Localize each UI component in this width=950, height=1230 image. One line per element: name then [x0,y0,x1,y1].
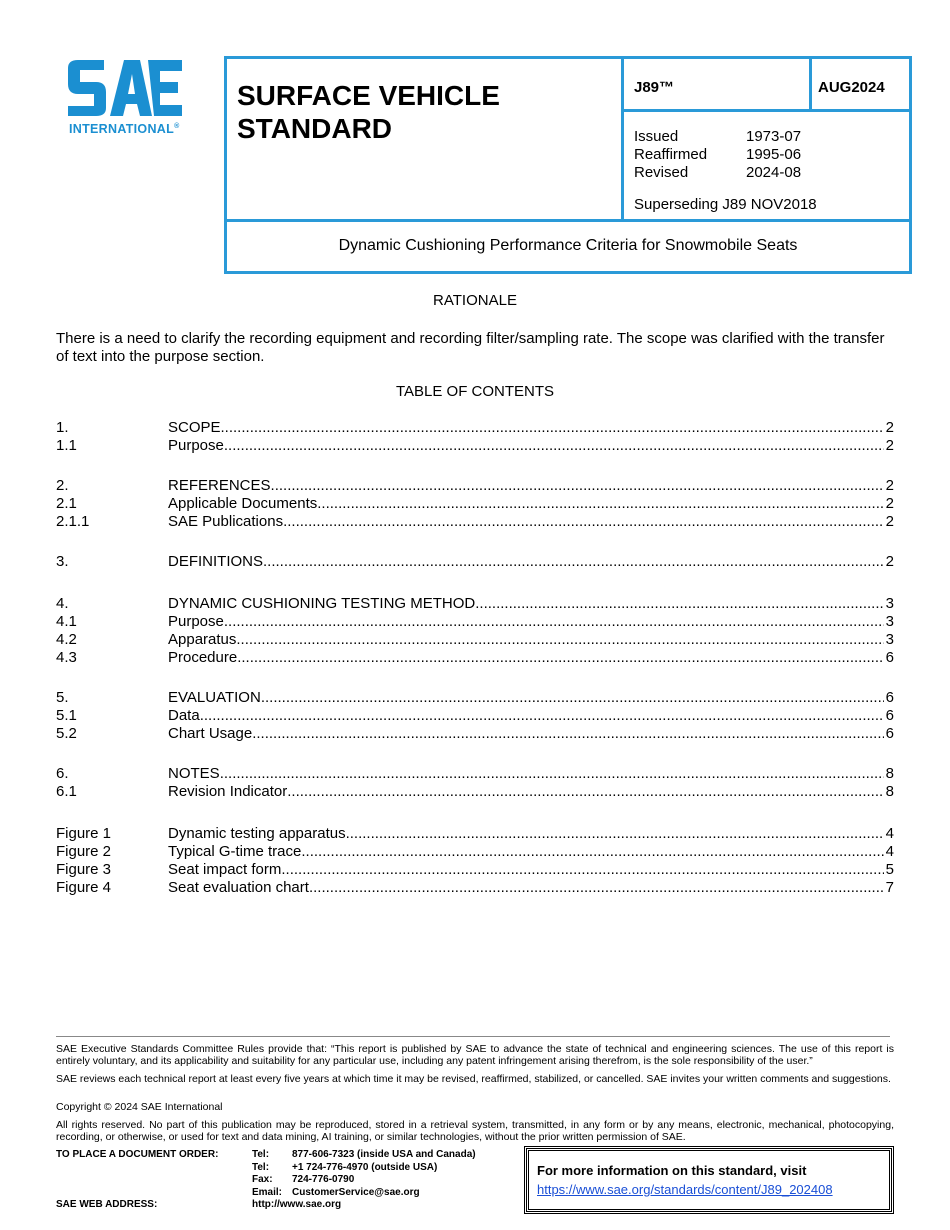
rights-text: All rights reserved. No part of this publication may be reproduced, stored in a retrieval system, transmitted, in any form or by any means, electronic, mechanical, photocopying, recording, or otherwise, or used for text and data mining, AI training, or similar technologies, without the prior written permission of SAE. [56,1119,894,1143]
toc-entry-number: 5. [56,689,69,706]
toc-entry-line [168,495,894,513]
toc-entry-title: SCOPE [168,419,221,436]
toc-entry-line [168,437,894,455]
toc-entry-page: 8 [885,765,894,782]
toc-entry-page: 7 [885,879,894,896]
toc-entry-page: 6 [885,725,894,742]
doc-id-cell [624,59,812,112]
toc-entry[interactable] [56,707,894,725]
toc-entry-line [168,861,894,879]
toc-entry-line [168,879,894,897]
toc-entry-title: Seat evaluation chart [168,879,309,896]
toc-entry-line [168,631,894,649]
toc-entry-title: Applicable Documents [168,495,318,512]
toc-entry-line [168,707,894,725]
toc-entry[interactable] [56,725,894,743]
toc-entry[interactable] [56,477,894,495]
toc-entry-number: 4. [56,595,69,612]
toc-entry-title: DEFINITIONS [168,553,264,570]
toc-leader-dots [287,783,883,801]
toc-leader-dots [309,879,884,897]
toc-entry[interactable] [56,825,894,843]
toc-entry-number: 4.2 [56,631,77,648]
toc-entry-title: EVALUATION [168,689,261,706]
toc-entry-page: 6 [885,689,894,706]
toc-leader-dots [475,595,883,613]
toc-entry-page: 3 [885,595,894,612]
footer-divider [56,1036,890,1037]
toc-entry-page: 3 [885,613,894,630]
toc-entry-line [168,419,894,437]
copyright: Copyright © 2024 SAE International [56,1101,223,1113]
toc-entry-title: DYNAMIC CUSHIONING TESTING METHOD [168,595,476,612]
rationale-text: There is a need to clarify the recording equipment and recording filter/sampling rate. The scope was clarified with the transfer of text into the purpose section. [56,330,885,365]
toc-leader-dots [346,825,884,843]
toc-entry-line [168,553,894,571]
toc-entry-number: 5.2 [56,725,77,742]
toc-entry-page: 8 [885,783,894,800]
toc-entry-number: 6.1 [56,783,77,800]
standard-header [224,56,912,274]
doc-date: AUG2024 [818,79,885,96]
contact-label: Tel: [252,1149,270,1160]
toc-entry-number: Figure 4 [56,879,112,896]
toc-entry-number: 1.1 [56,437,77,454]
superseding-note: Superseding J89 NOV2018 [634,196,817,213]
toc-entry[interactable] [56,613,894,631]
toc-entry-page: 6 [885,707,894,724]
sae-logo [66,58,196,138]
more-info-heading: For more information on this standard, visit [537,1163,807,1178]
toc-entry-number: Figure 3 [56,861,112,878]
toc-entry-title: Data [168,707,200,724]
toc-entry-page: 2 [885,553,894,570]
toc-entry-line [168,689,894,707]
contact-value: 724-776-0790 [292,1174,355,1185]
toc-entry-title: Apparatus [168,631,237,648]
toc-entry-page: 3 [885,631,894,648]
contact-email[interactable]: CustomerService@sae.org [292,1187,420,1198]
toc-entry-page: 2 [885,419,894,436]
toc-entry-page: 4 [885,843,894,860]
toc-entry[interactable] [56,495,894,513]
toc-leader-dots [317,495,883,513]
sae-logo-mark [66,58,184,118]
toc-entry-line [168,513,894,531]
toc-entry-title: SAE Publications [168,513,284,530]
toc-leader-dots [261,689,884,707]
toc-entry-title: Dynamic testing apparatus [168,825,346,842]
toc-entry-title: Seat impact form [168,861,282,878]
toc-entry[interactable] [56,553,894,571]
toc-entry[interactable] [56,631,894,649]
document-title: Dynamic Cushioning Performance Criteria for Snowmobile Seats [227,219,909,274]
toc-leader-dots [200,707,884,725]
toc-entry-title: Procedure [168,649,238,666]
toc-entry[interactable] [56,765,894,783]
doc-date-cell [812,59,909,112]
toc-entry-page: 2 [885,477,894,494]
committee-rules-text: SAE Executive Standards Committee Rules provide that: “This report is published by SAE to advance the state of technical and engineering sciences. The use of this report is entirely voluntary, and its applicability and suitability for any particular use, including any patent infringement arising therefrom, is the sole responsibility of the user.” [56,1043,894,1067]
toc-entry[interactable] [56,513,894,531]
toc-entry[interactable] [56,783,894,801]
logo-subtitle: INTERNATIONAL® [69,122,180,136]
toc-entry-number: Figure 1 [56,825,112,842]
toc-entry-title: Purpose [168,613,224,630]
toc-entry[interactable] [56,879,894,897]
doc-id: J89™ [634,79,675,96]
standard-url-link[interactable]: https://www.sae.org/standards/content/J89_202408 [537,1182,833,1197]
toc-entry-number: 2.1.1 [56,513,90,530]
toc-leader-dots [224,437,884,455]
contact-label: Fax: [252,1174,273,1185]
toc-leader-dots [221,419,884,437]
toc-heading: TABLE OF CONTENTS [395,383,555,400]
rationale-heading: RATIONALE [433,292,517,309]
toc-entry-number: Figure 2 [56,843,112,860]
more-info-box [526,1148,892,1212]
standard-type-cell [227,59,624,219]
review-text: SAE reviews each technical report at least every five years at which time it may be revised, reaffirmed, stabilized, or cancelled. SAE invites your written comments and suggestions. [56,1073,891,1085]
contact-value: +1 724-776-4970 (outside USA) [292,1162,438,1173]
toc-entry-page: 2 [885,437,894,454]
toc-entry-number: 6. [56,765,69,782]
toc-entry-number: 4.3 [56,649,77,666]
standard-type: SURFACE VEHICLE STANDARD [237,80,500,144]
toc-entry-line [168,649,894,667]
toc-entry-number: 5.1 [56,707,77,724]
revision-history: Issued 1973-07 Reaffirmed 1995-06 Revised 2024-08 Superseding J89 NOV2018 [634,128,817,213]
toc-entry-page: 6 [885,649,894,666]
web-address-label: SAE WEB ADDRESS: [56,1199,158,1210]
toc-leader-dots [236,631,883,649]
toc-entry-page: 2 [885,495,894,512]
toc-entry-line [168,825,894,843]
contact-value: 877-606-7323 (inside USA and Canada) [292,1149,476,1160]
toc-entry[interactable] [56,595,894,613]
toc-entry[interactable] [56,649,894,667]
toc-leader-dots [237,649,883,667]
toc-entry-title: Revision Indicator [168,783,288,800]
toc-leader-dots [281,861,883,879]
toc-entry-page: 4 [885,825,894,842]
toc-entry-title: NOTES [168,765,220,782]
toc-entry-page: 5 [885,861,894,878]
toc-entry[interactable] [56,861,894,879]
toc-entry-line [168,783,894,801]
toc-leader-dots [271,477,884,495]
toc-entry-number: 1. [56,419,69,436]
toc-entry[interactable] [56,437,894,455]
toc-leader-dots [220,765,884,783]
toc-entry-title: Purpose [168,437,224,454]
toc-entry-page: 2 [885,513,894,530]
toc-entry[interactable] [56,689,894,707]
toc-entry-title: REFERENCES [168,477,271,494]
toc-leader-dots [252,725,883,743]
toc-leader-dots [283,513,884,531]
toc-entry-title: Typical G-time trace [168,843,302,860]
contact-label: Tel: [252,1162,270,1173]
toc-entry-line [168,595,894,613]
toc-entry-line [168,725,894,743]
toc-leader-dots [224,613,884,631]
toc-entry[interactable] [56,419,894,437]
toc-entry-number: 4.1 [56,613,77,630]
toc-leader-dots [263,553,884,571]
toc-entry-line [168,477,894,495]
web-address-link[interactable]: http://www.sae.org [252,1199,342,1210]
contact-label: Email: [252,1187,283,1198]
toc-entry[interactable] [56,843,894,861]
toc-entry-number: 2. [56,477,69,494]
toc-entry-title: Chart Usage [168,725,253,742]
toc-entry-line [168,613,894,631]
toc-entry-number: 2.1 [56,495,77,512]
toc-entry-line [168,843,894,861]
toc-entry-line [168,765,894,783]
toc-leader-dots [301,843,883,861]
order-label: TO PLACE A DOCUMENT ORDER: [56,1149,219,1160]
toc-entry-number: 3. [56,553,69,570]
